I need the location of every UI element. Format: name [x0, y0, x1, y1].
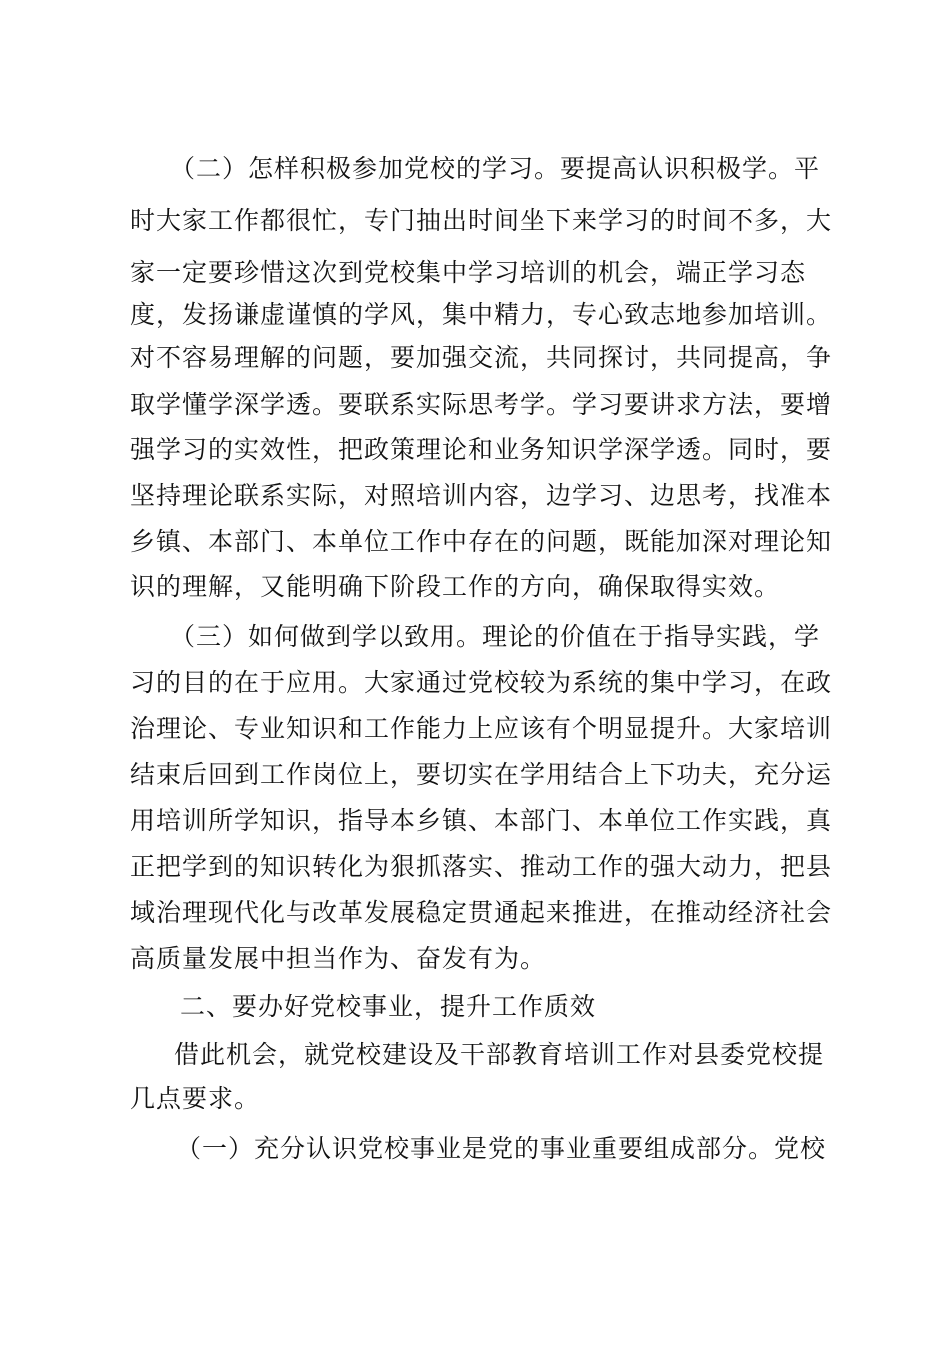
- text-line: 几点要求。: [130, 1084, 261, 1113]
- text-line: （一）充分认识党校事业是党的事业重要组成部分。党校: [176, 1134, 827, 1163]
- text-line: 度，发扬谦虚谨慎的学风，集中精力，专心致志地参加培训。: [130, 300, 833, 329]
- text-line: 坚持理论联系实际，对照培训内容，边学习、边思考，找准本: [130, 481, 833, 510]
- text-line: 乡镇、本部门、本单位工作中存在的问题，既能加深对理论知: [130, 527, 833, 556]
- text-line: 高质量发展中担当作为、奋发有为。: [130, 944, 547, 973]
- text-line: （二）怎样积极参加党校的学习。要提高认识积极学。平: [170, 154, 821, 183]
- text-line: 强学习的实效性，把政策理论和业务知识学深学透。同时，要: [130, 435, 833, 464]
- text-line: 结束后回到工作岗位上，要切实在学用结合上下功夫，充分运: [130, 760, 833, 789]
- text-line: 借此机会，就党校建设及干部教育培训工作对县委党校提: [174, 1040, 825, 1069]
- text-line: 正把学到的知识转化为狠抓落实、推动工作的强大动力，把县: [130, 852, 833, 881]
- text-line: 对不容易理解的问题，要加强交流，共同探讨，共同提高，争: [130, 343, 833, 372]
- text-line: 习的目的在于应用。大家通过党校较为系统的集中学习，在政: [130, 668, 833, 697]
- section-heading: 二、要办好党校事业，提升工作质效: [180, 992, 597, 1021]
- text-line: 用培训所学知识，指导本乡镇、本部门、本单位工作实践，真: [130, 806, 833, 835]
- text-line: 治理论、专业知识和工作能力上应该有个明显提升。大家培训: [130, 714, 833, 743]
- text-line: 取学懂学深学透。要联系实际思考学。学习要讲求方法，要增: [130, 390, 833, 419]
- text-line: 域治理现代化与改革发展稳定贯通起来推进，在推动经济社会: [130, 898, 833, 927]
- text-line: （三）如何做到学以致用。理论的价值在于指导实践，学: [170, 622, 821, 651]
- text-line: 时大家工作都很忙，专门抽出时间坐下来学习的时间不多，大: [130, 206, 833, 235]
- text-line: 家一定要珍惜这次到党校集中学习培训的机会，端正学习态: [130, 258, 807, 287]
- text-line: 识的理解，又能明确下阶段工作的方向，确保取得实效。: [130, 572, 781, 601]
